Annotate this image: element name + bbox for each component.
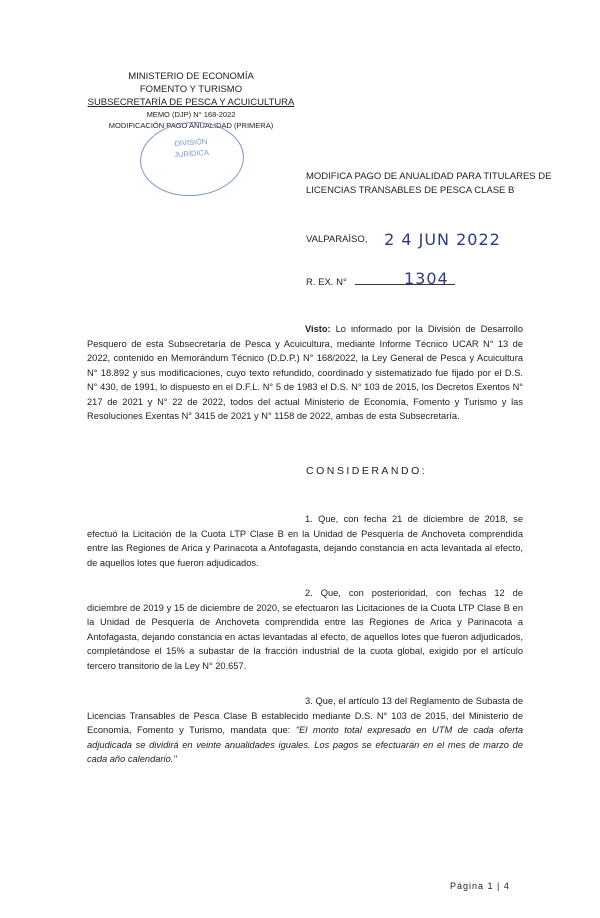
item-2-text: 2. Que, con posterioridad, con fechas 12 de diciembre de 2019 y 15 de diciembre de 2020, se efectuaron las Licitaciones de la Cuota LTP Clase B en la Unidad de Pesquería de Anchoveta comprendida entre las Regiones de Arica y Parinacota a Antofagasta, dejando constancia en actas levantadas al efecto, de aquellos lotes que fueron adjudicados, completándose el 15% a subastar de la fracción industrial de la cuota global, exigido por el artículo tercero transitorio de la Ley N° 20.657.	[87, 588, 523, 671]
date-stamp: 2 4 JUN 2022	[384, 230, 501, 249]
subsecretariat-name: SUBSECRETARÍA DE PESCA Y ACUICULTURA	[87, 97, 295, 108]
considerando-item-3	[87, 694, 523, 767]
document-title: MODIFICA PAGO DE ANUALIDAD PARA TITULARES DE LICENCIAS TRANSABLES DE PESCA CLASE B	[306, 171, 552, 196]
item-3-quote: "El monto total expresado en UTM de cada oferta adjudicada se dividirá en veinte anualidades iguales. Los pagos se efectuarán en el mes de marzo de cada año calendario."	[87, 725, 523, 764]
considerando-item-2	[87, 586, 523, 673]
memo-reference: MEMO (DJP) N° 168-2022	[146, 110, 236, 119]
visto-text: Lo informado por la División de Desarrollo Pesquero de esta Subsecretaría de Pesca y Acuicultura, mediante Informe Técnico UCAR N° 13 de 2022, contenido en Memorándum Técnico (D.D.P.) N° 168/2022, la Ley General de Pesca y Acuicultura N° 18.892 y sus modificaciones, cuyo texto refundido, coordinado y sistematizado fue fijado por el D.S. N° 430, de 1991, lo dispuesto en el D.F.L. N° 5 de 1983 el D.S. N° 103 de 2015, los Decretos Exentos N° 217 de 2021 y N° 22 de 2022, todos del actual Ministerio de Economía, Fomento y Turismo y las Resoluciones Exentas N° 3415 de 2021 y N° 1158 de 2022, ambas de esta Subsecretaría.	[87, 324, 523, 421]
memo-subject: MODIFICACIÓN PAGO ANUALIDAD (PRIMERA)	[108, 121, 274, 130]
city: VALPARAÍSO,	[306, 234, 368, 245]
item-3-text: 3. Que, el artículo 13 del Reglamento de Subasta de Licencias Transables de Pesca Clase B establecido mediante D.S. N° 103 de 2015, del Ministerio de Economía, Fomento y Turismo, mandata que:	[87, 696, 523, 735]
date-line	[306, 227, 501, 249]
visto-label: Visto:	[305, 324, 331, 334]
considerando-item-1	[87, 512, 523, 570]
visto-paragraph	[87, 322, 523, 424]
resolution-number-line	[306, 269, 455, 288]
considerando-heading: CONSIDERANDO:	[306, 465, 428, 477]
stamp-line-1: DIVISIÓN	[174, 136, 208, 149]
resolution-label: R. EX. N°	[306, 277, 347, 288]
stamp-line-2: JURÍDICA	[174, 147, 210, 160]
resolution-number: 1304	[404, 269, 449, 288]
page-number: Página 1 | 4	[450, 881, 510, 891]
item-1-text: 1. Que, con fecha 21 de diciembre de 2018, se efectuó la Licitación de la Cuota LTP Clase B en la Unidad de Pesquería de Anchoveta comprendida entre las Regiones de Arica y Parinacota a Antofagasta, dejando constancia en acta levantada al efecto, de aquellos lotes que fueron adjudicados.	[87, 514, 523, 568]
ministry-subname: FOMENTO Y TURISMO	[139, 84, 243, 95]
ministry-name: MINISTERIO DE ECONOMÍA	[128, 71, 254, 82]
